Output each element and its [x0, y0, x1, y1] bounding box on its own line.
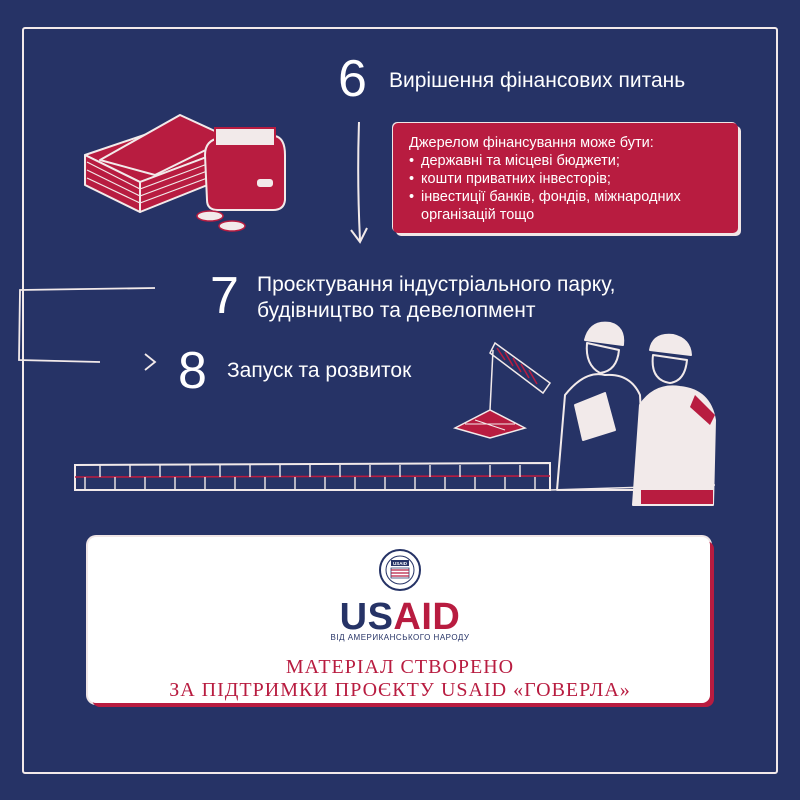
funding-item: • державні та місцеві бюджети; [421, 152, 728, 170]
sponsor-line-1: МАТЕРІАЛ СТВОРЕНО [285, 656, 515, 678]
funding-sources-box [393, 123, 738, 233]
brick-wall-icon [70, 455, 720, 510]
funding-list [409, 152, 728, 224]
money-stack-icon [70, 100, 300, 240]
wallet-icon [205, 128, 285, 210]
usaid-seal-icon [378, 548, 422, 592]
step-6-number: 6 [338, 50, 367, 108]
usaid-logo-us: US [339, 596, 394, 638]
step-8-number: 8 [178, 342, 207, 400]
step-7-title-line1: Проєктування індустріального парку, [257, 273, 616, 296]
seal-text: USAID [392, 561, 408, 566]
coins-icon [197, 211, 245, 231]
usaid-tagline: ВІД АМЕРИКАНСЬКОГО НАРОДУ [330, 633, 470, 642]
arrow-down-icon [345, 120, 375, 250]
funding-item: • інвестиції банків, фондів, міжнародних організацій тощо [421, 188, 728, 224]
sponsor-line-2: ЗА ПІДТРИМКИ ПРОЄКТУ USAID «ГОВЕРЛА» [169, 679, 631, 701]
step-7-number: 7 [210, 267, 239, 325]
crane-icon [445, 338, 555, 448]
funding-intro: Джерелом фінансування може бути: [409, 135, 654, 151]
funding-item: • кошти приватних інвесторів; [421, 170, 728, 188]
usaid-logo [0, 598, 800, 636]
step-8-title: Запуск та розвиток [227, 359, 412, 382]
usaid-logo-aid: AID [393, 596, 461, 638]
step-7-title-line2: будівництво та девелопмент [257, 299, 536, 322]
step-6-title: Вирішення фінансових питань [389, 69, 686, 92]
loop-arrow-icon [55, 280, 165, 380]
